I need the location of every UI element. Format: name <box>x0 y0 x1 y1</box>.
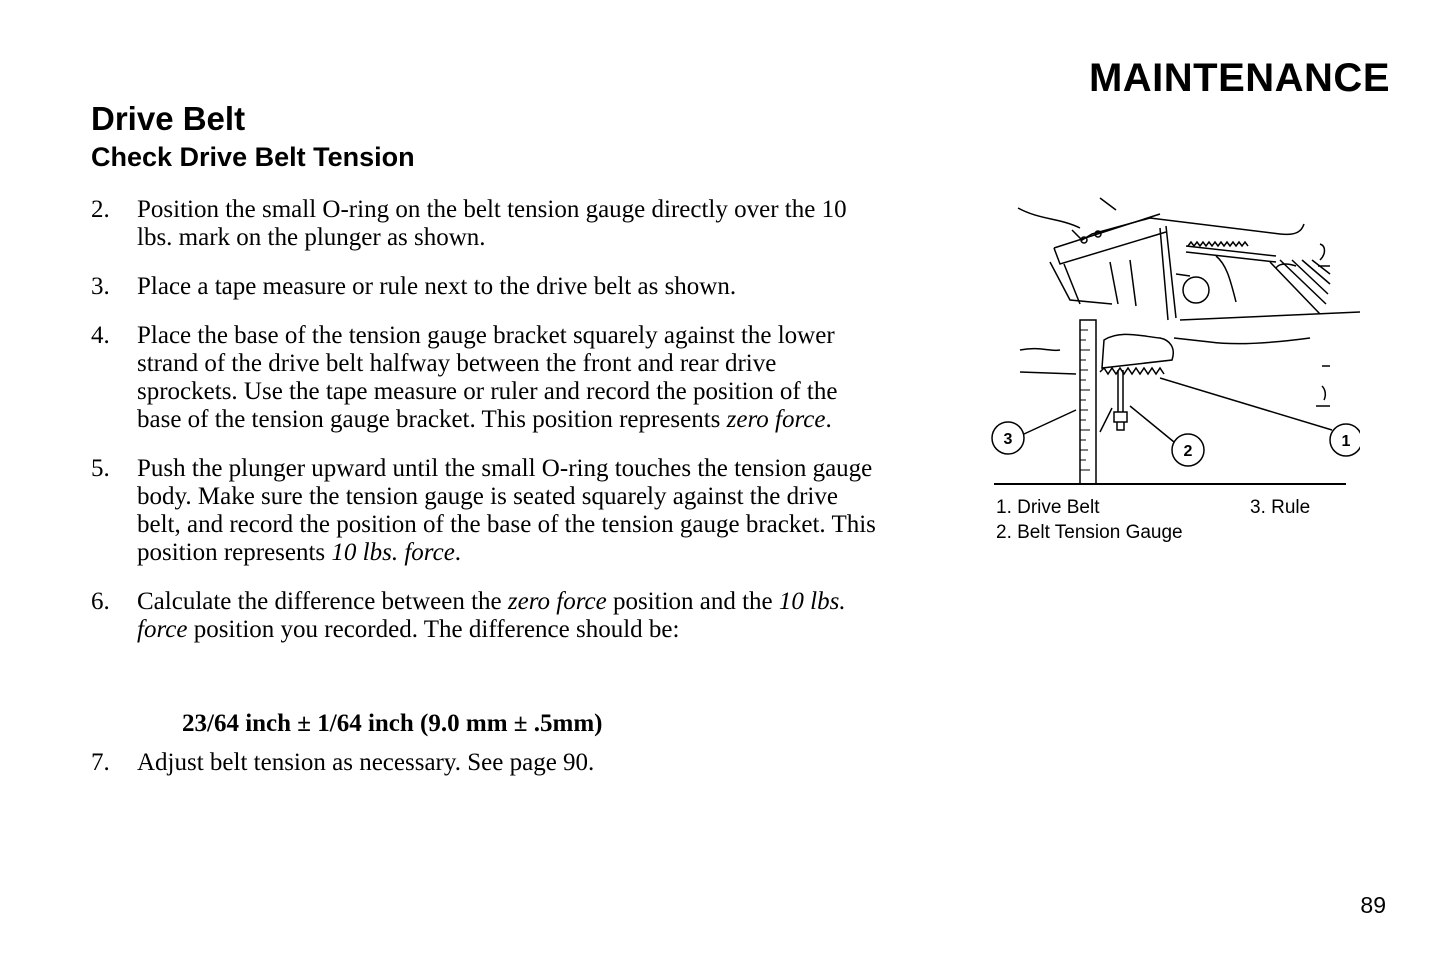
step-text-part: Calculate the difference between the <box>137 588 508 615</box>
step-5 <box>91 455 891 567</box>
step-text: Position the small O-ring on the belt tension gauge directly over the 10 lbs. mark on the plunger as shown. <box>137 196 847 251</box>
tension-specification: 23/64 inch ± 1/64 inch (9.0 mm ± .5mm) <box>182 710 603 737</box>
step-2 <box>91 196 891 252</box>
procedure-steps <box>91 196 891 644</box>
section-title: Drive Belt <box>91 100 246 137</box>
step-text-part: Push the plunger upward until the small O-ring touches the tension gauge body. Make sure the tension gauge is seated squarely against the drive belt, and record the position of the base of the tension gauge bracket. This position represents <box>137 455 876 566</box>
step-4 <box>91 322 891 434</box>
step-text <box>137 588 857 644</box>
callout-2 <box>1172 434 1204 466</box>
page-number: 89 <box>1360 892 1386 918</box>
step-number: 2. <box>91 196 110 223</box>
step-6 <box>91 588 891 644</box>
page-header-title: MAINTENANCE <box>1088 56 1390 100</box>
caption-belt-tension-gauge: 2. Belt Tension Gauge <box>996 522 1183 543</box>
callout-label: 2 <box>1183 443 1193 460</box>
step-emphasis: zero force <box>726 406 826 433</box>
step-emphasis: 10 lbs. force <box>137 588 846 643</box>
step-3 <box>91 273 891 301</box>
step-number: 7. <box>91 749 110 776</box>
step-text-part: position and the <box>606 588 779 615</box>
step-text <box>137 322 867 434</box>
step-text: Place a tape measure or rule next to the drive belt as shown. <box>137 273 737 300</box>
step-text-part: Place the base of the tension gauge bracket squarely against the lower strand of the drive belt halfway between the front and rear drive sprockets. Use the tape measure or ruler and record the position of the base of the tension gauge bracket. This position represents <box>137 322 838 433</box>
step-number: 5. <box>91 455 110 482</box>
caption-rule: 3. Rule <box>1250 497 1311 518</box>
section-subtitle: Check Drive Belt Tension <box>91 142 415 172</box>
step-number: 4. <box>91 322 110 349</box>
step-emphasis: zero force <box>507 588 607 615</box>
step-text-part: position you recorded. The difference should be: <box>187 616 680 643</box>
callout-label: 3 <box>1003 431 1013 448</box>
caption-drive-belt: 1. Drive Belt <box>996 497 1100 518</box>
step-number: 3. <box>91 273 110 300</box>
callout-3 <box>992 422 1024 454</box>
callout-1 <box>1330 424 1360 456</box>
step-text: Adjust belt tension as necessary. See page 90. <box>137 749 595 776</box>
callout-label: 1 <box>1341 433 1351 450</box>
step-7 <box>91 749 897 777</box>
step-text <box>137 455 877 567</box>
step-text-part: . <box>825 406 832 433</box>
step-emphasis: 10 lbs. force <box>331 539 455 566</box>
step-text-part: . <box>454 539 462 566</box>
drive-belt-illustration <box>980 190 1360 490</box>
step-number: 6. <box>91 588 110 615</box>
